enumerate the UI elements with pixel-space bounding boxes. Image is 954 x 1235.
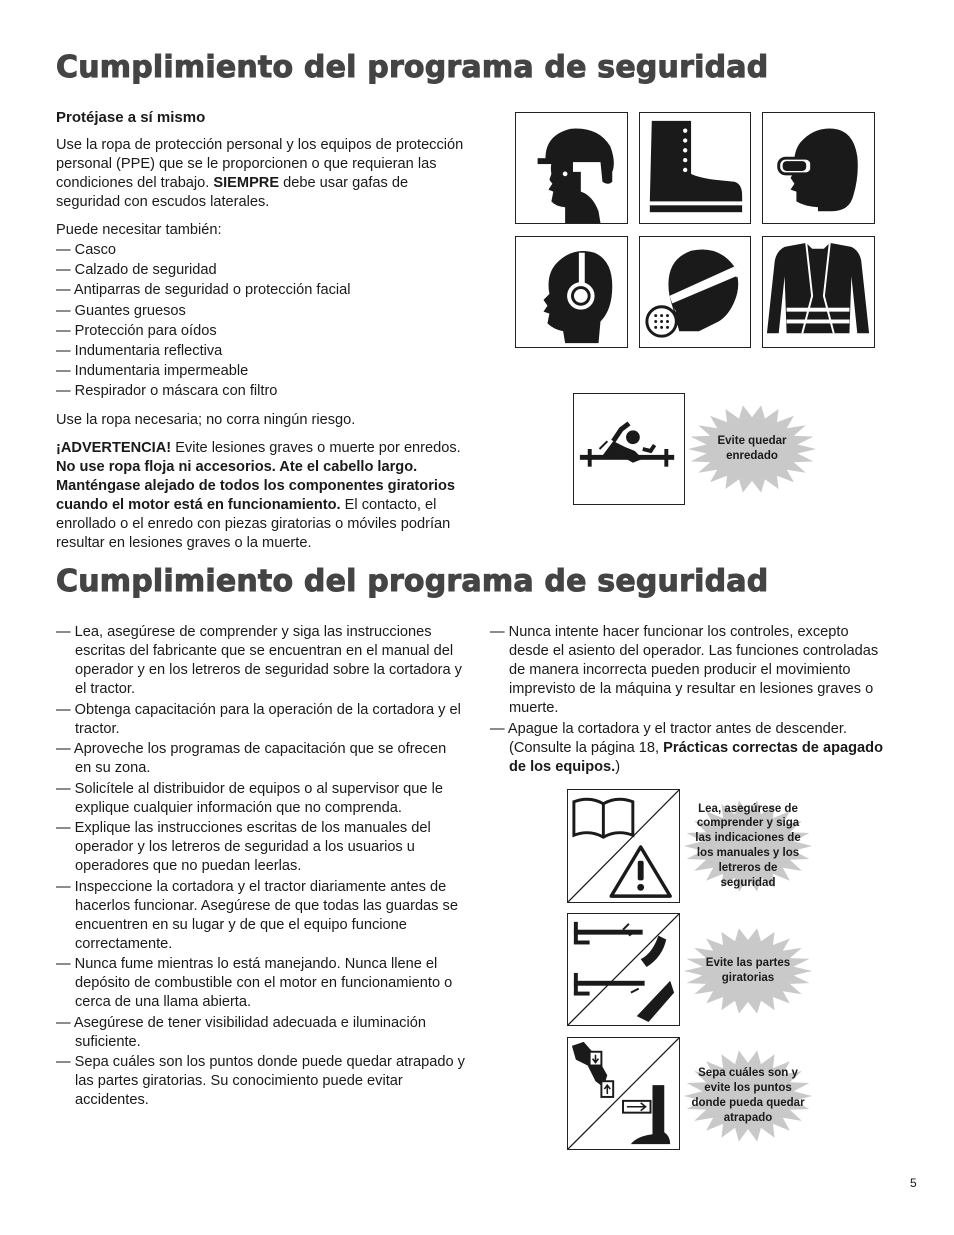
list-item: — Apague la cortadora y el tractor antes de descender. (Consulte la página 18, Prácticas correctas de apagado de los equipos.): [490, 720, 883, 775]
reflective-vest-icon: [762, 236, 875, 348]
page-title-bottom: Cumplimiento del programa de seguridad: [56, 564, 769, 599]
pinch-point-icon: [567, 1037, 680, 1150]
list-item: — Indumentaria reflectiva: [56, 343, 223, 360]
safety-goggles-icon: [762, 112, 875, 224]
list-item: — Sepa cuáles son los puntos donde puede quedar atrapado y las partes giratorias. Su conocimiento puede evitar accidentes.: [56, 1054, 465, 1108]
list-item: — Obtenga capacitación para la operación de la cortadora y el tractor.: [56, 701, 461, 737]
entangle-label: Evite quedar enredado: [717, 435, 787, 462]
list-item: — Guantes gruesos: [56, 302, 186, 319]
list-item: — Solicítele al distribuidor de equipos o al supervisor que le explique cualquier información que no comprenda.: [56, 780, 443, 816]
warning-label: ¡ADVERTENCIA!: [56, 439, 172, 456]
list-item: — Asegúrese de tener visibilidad adecuada e iluminación suficiente.: [56, 1014, 426, 1050]
list-item: — Casco: [56, 242, 117, 258]
page-title-top: Cumplimiento del programa de seguridad: [56, 50, 769, 85]
list-item: — Aproveche los programas de capacitación que se ofrecen en su zona.: [56, 741, 447, 776]
hard-hat-icon: [515, 112, 628, 224]
entangle-warning-burst: [688, 405, 816, 493]
safety-list-left: [56, 623, 466, 1112]
safety-list-right: [490, 623, 886, 778]
read-manual-label: Lea, asegúrese de comprender y siga las indicaciones de los manuales y los letreros de seguridad: [695, 802, 801, 889]
entanglement-icon: [573, 393, 685, 505]
rotating-parts-burst: [684, 928, 812, 1014]
read-manual-icon: [567, 789, 680, 903]
risk-note: Use la ropa necesaria; no corra ningún riesgo.: [56, 411, 356, 428]
list-item: — Nunca fume mientras lo está manejando. Nunca llene el depósito de combustible con el motor en funcionamiento o cerca de una llama abierta.: [56, 956, 453, 1010]
rotating-parts-icon: [567, 913, 680, 1026]
ppe-list: [56, 240, 466, 402]
list-item: — Calzado de seguridad: [56, 262, 217, 279]
protect-subtitle: Protéjase a sí mismo: [56, 109, 206, 126]
list-item: — Lea, asegúrese de comprender y siga las instrucciones escritas del fabricante que se encuentran en el manual del operador y en los letreros de seguridad sobre la cortadora y el tractor.: [56, 624, 462, 697]
protect-yourself-section: [56, 108, 466, 562]
list-item: — Respirador o máscara con filtro: [56, 383, 278, 400]
read-manual-burst: [684, 800, 812, 892]
page-number: 5: [910, 1176, 917, 1190]
respirator-icon: [639, 236, 751, 348]
list-item: — Explique las instrucciones escritas de los manuales del operador y los letreros de seguridad a los usuarios u operadores que no puedan leerlas.: [56, 820, 431, 874]
ppe-intro: Use la ropa de protección personal y los equipos de protección personal (PPE) que se le proporcionen o que requieran las condiciones del trabajo. SIEMPRE debe usar gafas de seguridad con escudos laterales.: [56, 137, 464, 210]
list-item: — Protección para oídos: [56, 322, 217, 339]
list-item: — Antiparras de seguridad o protección facial: [56, 282, 351, 299]
rotating-parts-label: Evite las partes giratorias: [705, 957, 791, 984]
pinch-point-burst: [684, 1050, 812, 1142]
pinch-point-label: Sepa cuáles son y evite los puntos donde pueda quedar atrapado: [691, 1067, 805, 1124]
list-item: — Nunca intente hacer funcionar los controles, excepto desde el asiento del operador. Las funciones controladas de manera incorrecta pueden producir el movimiento imprevisto de la máquina y resultar en lesiones graves o muerte.: [490, 624, 879, 716]
list-item: — Inspeccione la cortadora y el tractor diariamente antes de hacerlos funcionar. Asegúrese de que todas las guardas se encuentren en su lugar y de que el equipo funcione correctamente.: [56, 878, 458, 952]
safety-boot-icon: [639, 112, 751, 224]
ear-protection-icon: [515, 236, 628, 348]
warning-paragraph: ¡ADVERTENCIA! Evite lesiones graves o muerte por enredos. No use ropa floja ni accesorios. Ate el cabello largo. Manténgase alejado de todos los componentes giratorios cuando el motor está en funcionamiento. El contacto, el enrollado o el enredo con piezas giratorias o móviles podrían resultar en lesiones graves o la muerte.: [56, 439, 461, 551]
list-item: — Indumentaria impermeable: [56, 363, 249, 380]
list-intro: Puede necesitar también:: [56, 222, 222, 238]
